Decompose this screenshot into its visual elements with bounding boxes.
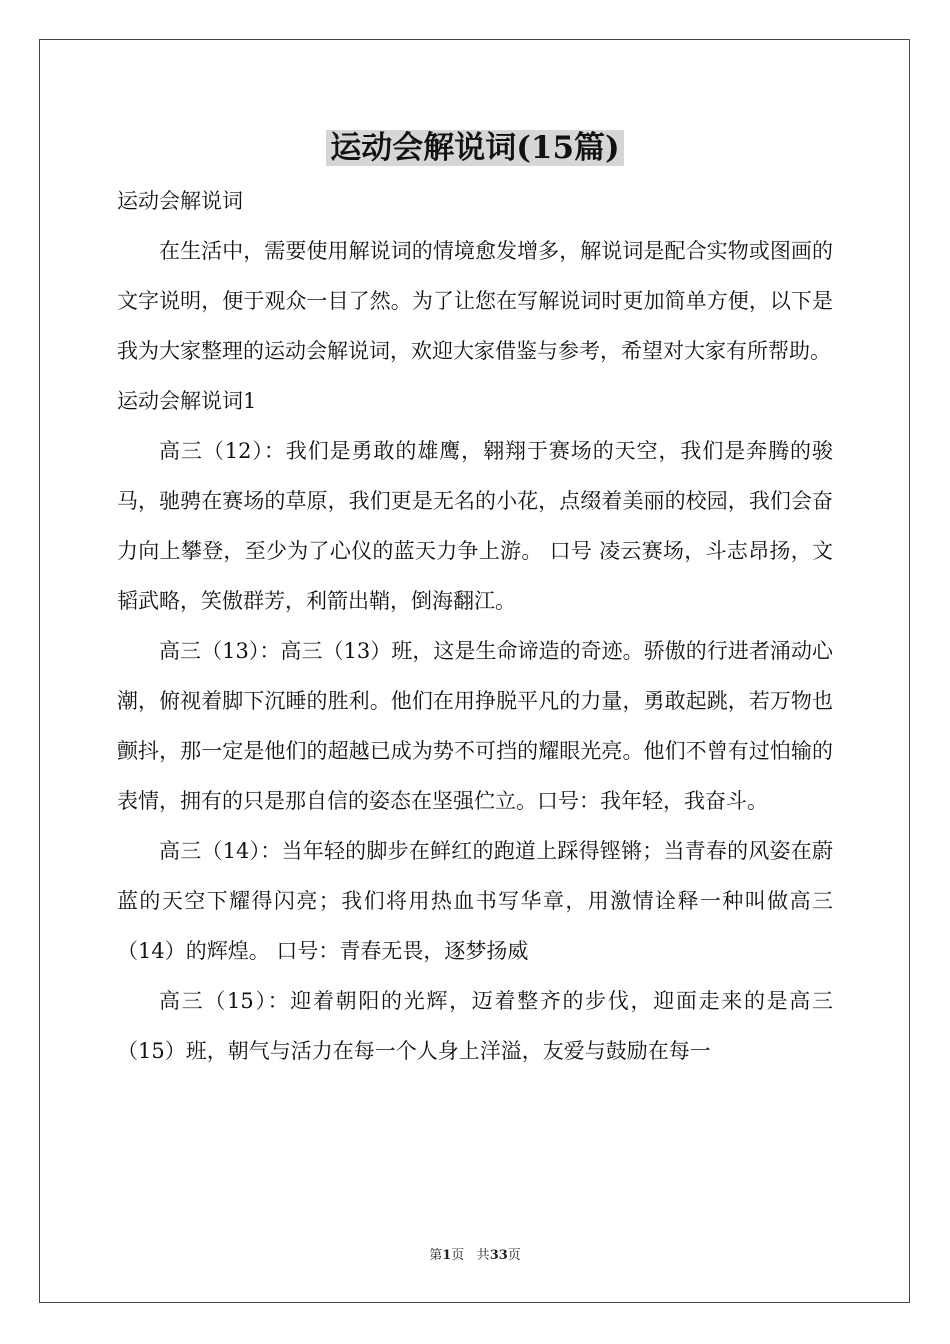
footer-page-suffix: 页 [451, 1248, 465, 1263]
body-paragraph: 高三（15）：迎着朝阳的光辉，迈着整齐的步伐，迎面走来的是高三（15）班，朝气与活力在每一个人身上洋溢，友爱与鼓励在每一 [117, 989, 833, 1063]
footer-page-prefix: 第 [429, 1248, 443, 1263]
body-paragraph: 高三（12）：我们是勇敢的雄鹰，翱翔于赛场的天空，我们是奔腾的骏马，驰骋在赛场的草原，我们更是无名的小花，点缀着美丽的校园，我们会奋力向上攀登，至少为了心仪的蓝天力争上游。 口号 凌云赛场，斗志昂扬，文韬武略，笑傲群芳，利箭出鞘，倒海翻江。 [117, 439, 833, 613]
section-heading: 运动会解说词 [117, 189, 243, 213]
document-title [0, 126, 950, 170]
intro-paragraph: 在生活中，需要使用解说词的情境愈发增多，解说词是配合实物或图画的文字说明，便于观众一目了然。为了让您在写解说词时更加简单方便，以下是我为大家整理的运动会解说词，欢迎大家借鉴与参考，希望对大家有所帮助。 [117, 239, 833, 363]
footer-total-pages: 33 [489, 1248, 508, 1263]
footer-total-suffix: 页 [507, 1248, 521, 1263]
footer-total-prefix: 共 [476, 1248, 490, 1263]
page-footer [0, 1247, 950, 1265]
document-title-text: 运动会解说词(15篇) [326, 130, 623, 166]
document-body [117, 176, 833, 1076]
footer-page-number: 1 [442, 1248, 452, 1263]
section-heading: 运动会解说词1 [117, 389, 257, 413]
body-paragraph: 高三（14）：当年轻的脚步在鲜红的跑道上踩得铿锵；当青春的风姿在蔚蓝的天空下耀得闪亮；我们将用热血书写华章，用激情诠释一种叫做高三（14）的辉煌。 口号：青春无畏，逐梦扬威 [117, 839, 833, 963]
body-paragraph: 高三（13）：高三（13）班，这是生命谛造的奇迹。骄傲的行进者涌动心潮，俯视着脚下沉睡的胜利。他们在用挣脱平凡的力量，勇敢起跳，若万物也颤抖，那一定是他们的超越已成为势不可挡的耀眼光亮。他们不曾有过怕输的表情，拥有的只是那自信的姿态在坚强伫立。口号：我年轻，我奋斗。 [117, 639, 833, 813]
